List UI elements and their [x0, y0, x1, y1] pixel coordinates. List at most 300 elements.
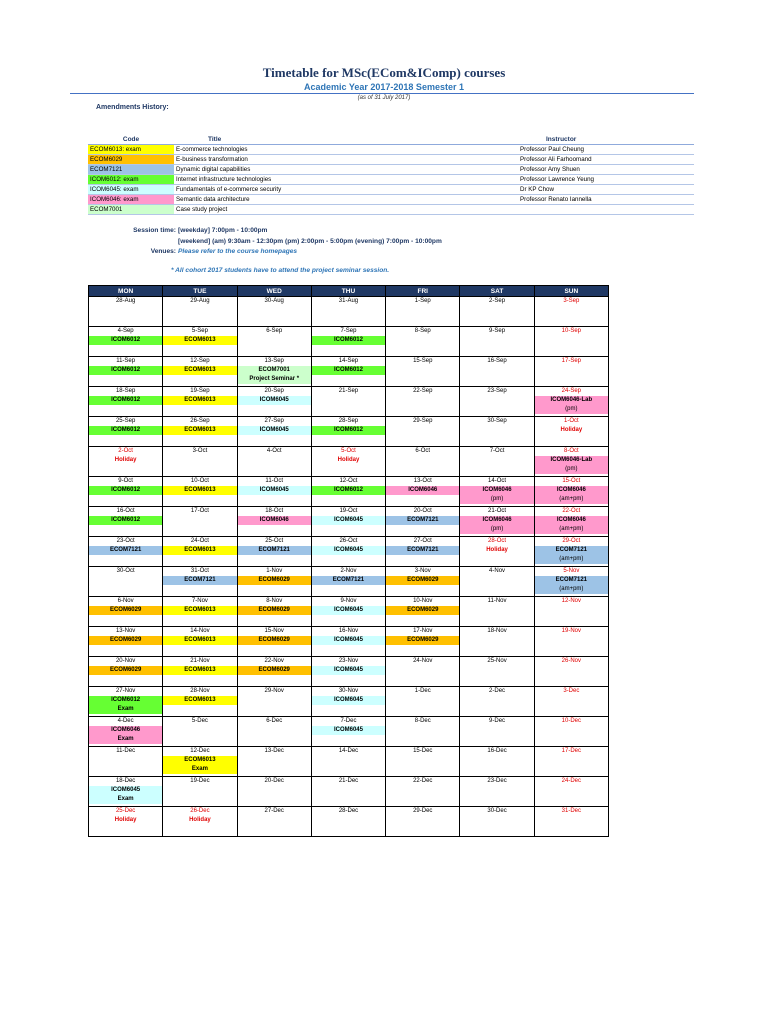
- calendar-week-row: [89, 807, 609, 837]
- session-note: Exam: [163, 765, 236, 774]
- calendar-day-cell: [534, 477, 608, 507]
- course-session: ECOM6013: [163, 486, 236, 495]
- calendar-day-cell: [163, 537, 237, 567]
- calendar-day-cell: [460, 627, 534, 657]
- day-date: 22-Nov: [264, 658, 284, 664]
- calendar-day-cell: [386, 747, 460, 777]
- day-header-fri: FRI: [386, 286, 460, 297]
- calendar-day-cell: [237, 447, 311, 477]
- day-date: 6-Oct: [415, 448, 431, 454]
- calendar-day-cell: [386, 327, 460, 357]
- calendar-day-cell: [534, 507, 608, 537]
- day-date: 9-Sep: [489, 328, 506, 334]
- course-table-header: [88, 135, 694, 145]
- calendar-day-cell: [460, 597, 534, 627]
- calendar-day-cell: [534, 597, 608, 627]
- day-date: 16-Nov: [338, 628, 359, 634]
- course-session: ECOM7121: [89, 546, 162, 555]
- calendar-day-cell: [386, 687, 460, 717]
- calendar-day-cell: [89, 447, 163, 477]
- course-code: ECOM7121: [88, 165, 174, 175]
- course-code: ICOM6045: exam: [88, 185, 174, 195]
- calendar-day-cell: [311, 537, 385, 567]
- day-date: 12-Nov: [561, 598, 582, 604]
- day-date: 23-Dec: [487, 778, 507, 784]
- course-session: ICOM6012: [89, 696, 162, 705]
- calendar-day-cell: [237, 297, 311, 327]
- calendar-day-cell: [89, 627, 163, 657]
- calendar-day-cell: [89, 387, 163, 417]
- calendar-day-cell: [460, 447, 534, 477]
- day-date: 13-Dec: [264, 748, 284, 754]
- day-date: 2-Oct: [118, 448, 133, 454]
- day-date: 18-Sep: [115, 388, 136, 394]
- calendar-day-cell: [460, 717, 534, 747]
- calendar-day-cell: [386, 477, 460, 507]
- calendar-day-cell: [237, 387, 311, 417]
- day-date: 30-Aug: [264, 298, 284, 304]
- calendar-day-cell: [534, 627, 608, 657]
- course-session: ICOM6012: [312, 486, 385, 495]
- course-row: [88, 185, 694, 195]
- calendar-day-cell: [89, 777, 163, 807]
- calendar-day-cell: [386, 417, 460, 447]
- course-session: ICOM6046: [238, 516, 311, 525]
- session-note: (pm): [535, 465, 608, 474]
- course-session: ICOM6046: [535, 516, 608, 525]
- calendar-day-cell: [460, 747, 534, 777]
- calendar-day-cell: [237, 597, 311, 627]
- calendar-day-cell: [237, 417, 311, 447]
- venues-label: Venues:: [150, 248, 176, 255]
- day-date: 21-Oct: [488, 508, 507, 514]
- holiday-label: Holiday: [189, 817, 211, 823]
- calendar-week-row: [89, 747, 609, 777]
- day-header-wed: WED: [237, 286, 311, 297]
- day-date: 17-Oct: [190, 508, 209, 514]
- calendar-day-cell: [534, 387, 608, 417]
- holiday-label: Holiday: [560, 427, 583, 433]
- session-note: (pm): [535, 405, 608, 414]
- calendar-day-cell: [311, 477, 385, 507]
- course-session: ECOM7001: [238, 366, 311, 375]
- calendar-day-cell: [163, 747, 237, 777]
- calendar-day-cell: [311, 777, 385, 807]
- day-date: 30-Nov: [338, 688, 359, 694]
- course-code: ICOM6012: exam: [88, 175, 174, 185]
- calendar-day-cell: [534, 687, 608, 717]
- day-date: 17-Nov: [413, 628, 433, 634]
- page-subtitle: Academic Year 2017-2018 Semester 1: [304, 82, 464, 92]
- course-session: ECOM7121: [386, 546, 459, 555]
- calendar-day-cell: [460, 477, 534, 507]
- calendar-day-cell: [163, 327, 237, 357]
- day-date: 27-Oct: [413, 538, 432, 544]
- session-note: Exam: [89, 735, 162, 744]
- day-date: 14-Sep: [338, 358, 359, 364]
- calendar-week-row: [89, 657, 609, 687]
- session-note: Exam: [89, 795, 162, 804]
- course-row: [88, 155, 694, 165]
- day-date: 13-Oct: [413, 478, 432, 484]
- day-date: 29-Aug: [190, 298, 210, 304]
- session-note: (am+pm): [535, 525, 608, 534]
- calendar-day-cell: [163, 807, 237, 837]
- calendar-day-cell: [534, 747, 608, 777]
- course-session: ECOM6013: [163, 336, 236, 345]
- calendar-day-cell: [237, 687, 311, 717]
- calendar-day-cell: [89, 357, 163, 387]
- day-date: 26-Dec: [190, 808, 210, 814]
- day-date: 27-Dec: [264, 808, 284, 814]
- calendar-day-cell: [237, 357, 311, 387]
- calendar-day-cell: [534, 807, 608, 837]
- day-date: 15-Nov: [264, 628, 284, 634]
- calendar-day-cell: [386, 777, 460, 807]
- calendar-week-row: [89, 597, 609, 627]
- day-date: 28-Nov: [190, 688, 210, 694]
- calendar-day-cell: [386, 717, 460, 747]
- course-code: ICOM6046: exam: [88, 195, 174, 205]
- day-date: 26-Nov: [561, 658, 582, 664]
- day-date: 17-Sep: [561, 358, 582, 364]
- day-date: 30-Dec: [487, 808, 507, 814]
- day-date: 16-Dec: [487, 748, 507, 754]
- calendar-day-cell: [89, 717, 163, 747]
- day-date: 9-Dec: [489, 718, 506, 724]
- calendar-day-cell: [89, 327, 163, 357]
- day-date: 25-Dec: [115, 808, 136, 814]
- day-date: 24-Dec: [561, 778, 582, 784]
- course-session: ICOM6012: [312, 336, 385, 345]
- calendar-day-cell: [460, 297, 534, 327]
- course-session: ECOM6013: [163, 636, 236, 645]
- day-date: 25-Oct: [265, 538, 284, 544]
- calendar-day-cell: [386, 567, 460, 597]
- day-date: 27-Nov: [115, 688, 136, 694]
- day-date: 7-Oct: [489, 448, 505, 454]
- course-title: Internet infrastructure technologies: [174, 175, 520, 185]
- course-session: ICOM6045: [238, 396, 311, 405]
- day-date: 22-Oct: [562, 508, 581, 514]
- calendar-day-cell: [311, 807, 385, 837]
- day-date: 18-Dec: [115, 778, 136, 784]
- calendar-day-cell: [311, 687, 385, 717]
- calendar-day-cell: [89, 507, 163, 537]
- calendar-day-cell: [460, 657, 534, 687]
- day-date: 8-Dec: [414, 718, 431, 724]
- day-date: 8-Sep: [414, 328, 431, 334]
- course-session: ECOM6013: [163, 696, 236, 705]
- calendar-day-cell: [163, 627, 237, 657]
- calendar-day-cell: [311, 627, 385, 657]
- course-session: ECOM6029: [386, 636, 459, 645]
- calendar-week-row: [89, 477, 609, 507]
- calendar-day-cell: [386, 447, 460, 477]
- calendar-day-cell: [237, 537, 311, 567]
- course-session: ECOM6029: [386, 606, 459, 615]
- course-session: ECOM6013: [163, 756, 236, 765]
- calendar-day-cell: [534, 717, 608, 747]
- day-date: 12-Oct: [339, 478, 358, 484]
- course-session: ICOM6012: [312, 366, 385, 375]
- as-of-date: (as of 31 July 2017): [357, 95, 411, 101]
- day-date: 29-Nov: [264, 688, 284, 694]
- course-session: ECOM7121: [386, 516, 459, 525]
- course-title: Dynamic digital capabilities: [174, 165, 520, 175]
- day-date: 21-Nov: [190, 658, 210, 664]
- day-date: 29-Dec: [413, 808, 433, 814]
- course-session: ICOM6046: [535, 486, 608, 495]
- course-title: Fundamentals of e-commerce security: [174, 185, 520, 195]
- day-date: 6-Dec: [266, 718, 283, 724]
- day-date: 20-Nov: [115, 658, 136, 664]
- calendar-day-cell: [163, 357, 237, 387]
- day-date: 13-Sep: [264, 358, 284, 364]
- course-instructor: Professor Lawrence Yeung: [520, 175, 694, 185]
- day-date: 24-Oct: [190, 538, 209, 544]
- day-date: 10-Dec: [561, 718, 582, 724]
- calendar-day-cell: [89, 807, 163, 837]
- course-session: ICOM6046: [89, 726, 162, 735]
- calendar-day-cell: [89, 297, 163, 327]
- course-session: ICOM6012: [89, 516, 162, 525]
- day-date: 11-Dec: [116, 748, 136, 754]
- calendar-week-row: [89, 447, 609, 477]
- calendar-header-row: [89, 286, 609, 297]
- day-date: 28-Aug: [115, 298, 136, 304]
- day-date: 19-Dec: [190, 778, 210, 784]
- day-date: 5-Oct: [341, 448, 356, 454]
- course-session: ICOM6046: [386, 486, 459, 495]
- day-date: 3-Nov: [414, 568, 431, 574]
- calendar-day-cell: [460, 537, 534, 567]
- calendar-day-cell: [311, 717, 385, 747]
- calendar-day-cell: [237, 327, 311, 357]
- course-row: [88, 195, 694, 205]
- day-date: 2-Sep: [489, 298, 506, 304]
- day-date: 12-Sep: [190, 358, 210, 364]
- calendar-day-cell: [89, 597, 163, 627]
- course-instructor: Dr KP Chow: [520, 185, 694, 195]
- session-weekday: [weekday] 7:00pm - 10:00pm: [178, 227, 268, 234]
- calendar-day-cell: [89, 747, 163, 777]
- course-row: [88, 145, 694, 155]
- day-date: 8-Oct: [564, 448, 579, 454]
- course-session: ECOM6013: [163, 396, 236, 405]
- day-date: 31-Dec: [561, 808, 582, 814]
- day-header-sat: SAT: [460, 286, 534, 297]
- course-session: ICOM6045: [312, 696, 385, 705]
- day-header-mon: MON: [89, 286, 163, 297]
- calendar-day-cell: [311, 297, 385, 327]
- calendar-day-cell: [460, 327, 534, 357]
- day-date: 3-Dec: [563, 688, 580, 694]
- session-note: (am+pm): [535, 495, 608, 504]
- calendar-day-cell: [460, 507, 534, 537]
- day-date: 5-Sep: [191, 328, 208, 334]
- day-date: 11-Sep: [116, 358, 136, 364]
- calendar-week-row: [89, 717, 609, 747]
- course-session: ICOM6012: [312, 426, 385, 435]
- day-date: 30-Oct: [116, 568, 135, 574]
- calendar-day-cell: [534, 327, 608, 357]
- day-date: 19-Nov: [561, 628, 582, 634]
- day-date: 16-Sep: [487, 358, 507, 364]
- calendar-day-cell: [237, 807, 311, 837]
- seminar-note: * All cohort 2017 students have to attend the project seminar session.: [171, 267, 390, 274]
- calendar-day-cell: [163, 507, 237, 537]
- course-session: ICOM6012: [89, 486, 162, 495]
- calendar-day-cell: [311, 507, 385, 537]
- course-session: ICOM6045: [312, 516, 385, 525]
- course-session: ECOM6029: [89, 636, 162, 645]
- course-instructor: [520, 205, 694, 215]
- day-date: 1-Nov: [266, 568, 283, 574]
- calendar-day-cell: [311, 567, 385, 597]
- calendar-day-cell: [163, 387, 237, 417]
- calendar-day-cell: [237, 627, 311, 657]
- day-date: 22-Dec: [413, 778, 433, 784]
- day-date: 4-Nov: [489, 568, 506, 574]
- day-date: 23-Oct: [116, 538, 135, 544]
- calendar-day-cell: [534, 417, 608, 447]
- calendar-day-cell: [311, 417, 385, 447]
- holiday-label: Holiday: [114, 817, 137, 823]
- calendar-day-cell: [460, 387, 534, 417]
- course-session: ICOM6046: [460, 516, 533, 525]
- calendar-day-cell: [89, 417, 163, 447]
- course-title: E-commerce technologies: [174, 145, 520, 155]
- calendar-day-cell: [386, 357, 460, 387]
- day-date: 19-Sep: [190, 388, 210, 394]
- header-code: Code: [88, 135, 174, 145]
- day-date: 4-Sep: [117, 328, 134, 334]
- day-date: 10-Oct: [190, 478, 209, 484]
- calendar-day-cell: [89, 567, 163, 597]
- calendar-day-cell: [237, 717, 311, 747]
- header-instructor: Instructor: [520, 135, 694, 145]
- calendar-day-cell: [386, 627, 460, 657]
- course-session: ICOM6045: [312, 546, 385, 555]
- course-row: [88, 175, 694, 185]
- amendments-heading: Amendments History:: [96, 104, 169, 111]
- calendar-day-cell: [386, 537, 460, 567]
- course-session: ECOM6013: [163, 606, 236, 615]
- calendar-week-row: [89, 567, 609, 597]
- course-title: Case study project: [174, 205, 520, 215]
- course-session: ECOM6029: [89, 606, 162, 615]
- course-code: ECOM7001: [88, 205, 174, 215]
- day-date: 27-Sep: [264, 418, 284, 424]
- day-date: 26-Oct: [339, 538, 358, 544]
- calendar-day-cell: [534, 777, 608, 807]
- calendar-week-row: [89, 357, 609, 387]
- course-session: ECOM7121: [312, 576, 385, 585]
- day-date: 18-Oct: [265, 508, 284, 514]
- calendar-day-cell: [460, 357, 534, 387]
- calendar-day-cell: [311, 597, 385, 627]
- course-session: ICOM6045: [312, 726, 385, 735]
- day-date: 14-Dec: [338, 748, 359, 754]
- session-note: Exam: [89, 705, 162, 714]
- session-note: (am+pm): [535, 585, 608, 594]
- day-date: 6-Sep: [266, 328, 283, 334]
- calendar-day-cell: [311, 447, 385, 477]
- day-date: 23-Sep: [487, 388, 507, 394]
- day-date: 23-Nov: [338, 658, 359, 664]
- day-date: 15-Oct: [562, 478, 581, 484]
- day-header-sun: SUN: [534, 286, 608, 297]
- calendar-day-cell: [237, 657, 311, 687]
- day-date: 31-Aug: [338, 298, 359, 304]
- course-session: ECOM6029: [238, 636, 311, 645]
- day-date: 24-Nov: [413, 658, 433, 664]
- day-date: 20-Dec: [264, 778, 284, 784]
- course-session: ICOM6012: [89, 366, 162, 375]
- calendar-day-cell: [534, 357, 608, 387]
- calendar-day-cell: [163, 417, 237, 447]
- day-date: 25-Sep: [115, 418, 136, 424]
- calendar-week-row: [89, 777, 609, 807]
- course-session: ECOM6013: [163, 366, 236, 375]
- day-date: 25-Nov: [487, 658, 507, 664]
- day-date: 8-Nov: [266, 598, 283, 604]
- day-date: 12-Dec: [190, 748, 210, 754]
- day-date: 1-Dec: [414, 688, 431, 694]
- course-session: ECOM6029: [238, 666, 311, 675]
- day-header-thu: THU: [311, 286, 385, 297]
- calendar-week-row: [89, 297, 609, 327]
- course-session: ECOM6013: [163, 426, 236, 435]
- calendar-day-cell: [237, 507, 311, 537]
- calendar-week-row: [89, 687, 609, 717]
- day-date: 28-Oct: [488, 538, 507, 544]
- calendar-day-cell: [311, 327, 385, 357]
- day-date: 4-Oct: [266, 448, 282, 454]
- holiday-label: Holiday: [486, 547, 508, 553]
- calendar-day-cell: [163, 717, 237, 747]
- session-note: (pm): [460, 525, 533, 534]
- calendar-day-cell: [386, 507, 460, 537]
- course-session: ECOM7121: [535, 576, 608, 585]
- day-header-tue: TUE: [163, 286, 237, 297]
- calendar-day-cell: [163, 447, 237, 477]
- calendar-day-cell: [163, 477, 237, 507]
- day-date: 18-Nov: [487, 628, 507, 634]
- day-date: 29-Sep: [413, 418, 433, 424]
- day-date: 15-Sep: [413, 358, 433, 364]
- calendar-day-cell: [534, 537, 608, 567]
- day-date: 20-Oct: [413, 508, 432, 514]
- course-session: ECOM6029: [238, 576, 311, 585]
- day-date: 7-Sep: [340, 328, 357, 334]
- calendar-day-cell: [163, 567, 237, 597]
- day-date: 2-Dec: [489, 688, 506, 694]
- day-date: 10-Sep: [561, 328, 582, 334]
- session-time-label: Session time:: [133, 227, 176, 234]
- page-title: Timetable for MSc(ECom&IComp) courses: [262, 65, 506, 80]
- course-title: Semantic data architecture: [174, 195, 520, 205]
- course-instructor: Professor Renato Iannella: [520, 195, 694, 205]
- day-date: 3-Oct: [192, 448, 208, 454]
- day-date: 7-Dec: [340, 718, 357, 724]
- course-instructor: Professor Amy Shuen: [520, 165, 694, 175]
- calendar-day-cell: [311, 747, 385, 777]
- session-note: Project Seminar *: [238, 375, 311, 384]
- calendar-day-cell: [237, 777, 311, 807]
- course-session: ICOM6045: [238, 426, 311, 435]
